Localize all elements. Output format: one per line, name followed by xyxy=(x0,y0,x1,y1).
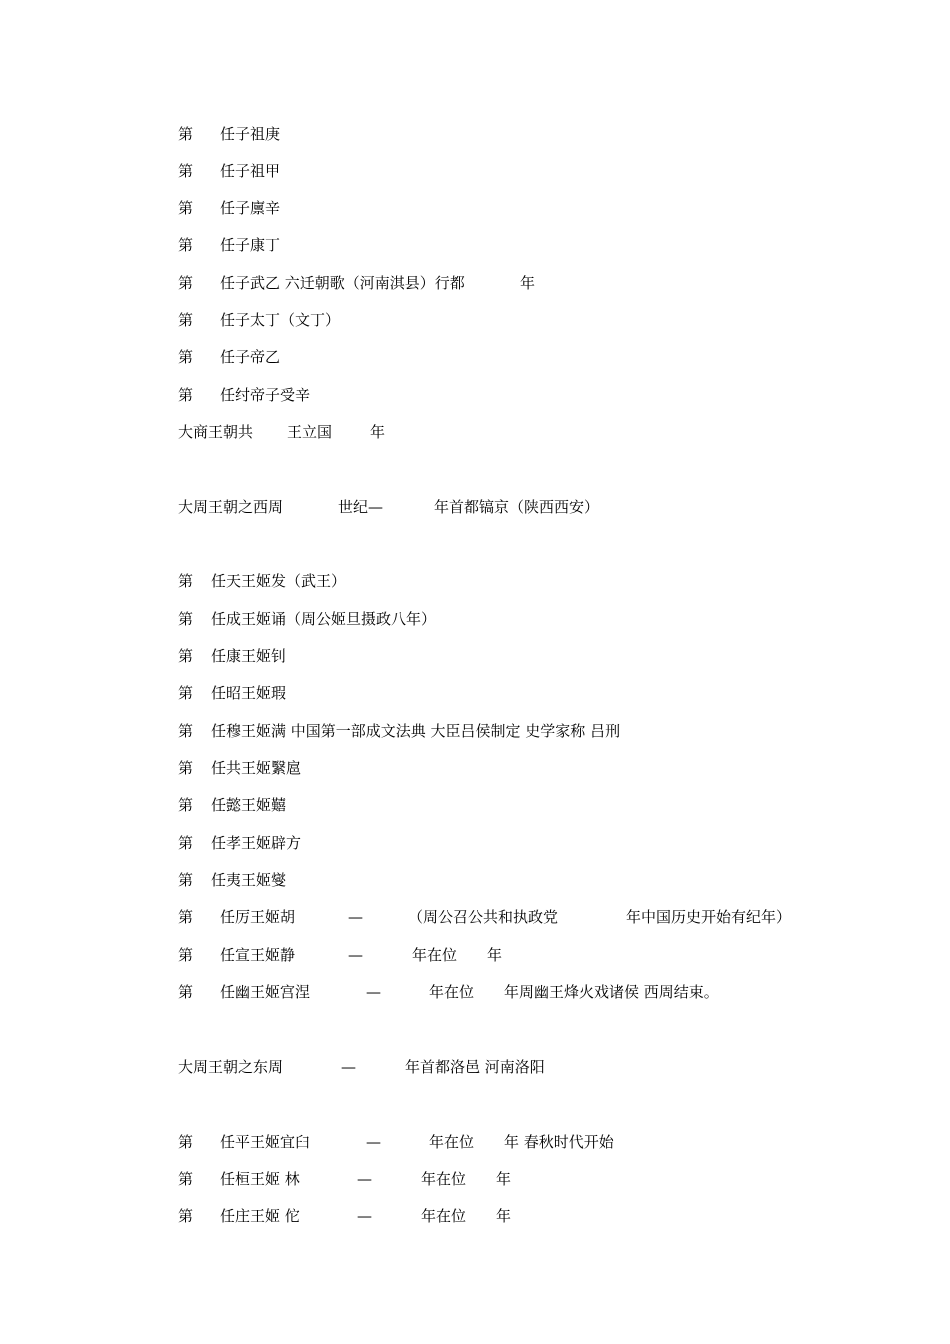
reign-line xyxy=(0,644,950,668)
reign-line xyxy=(0,271,950,295)
ordinal: 第 xyxy=(178,1170,194,1188)
ruler-name: 任子太丁（文丁） xyxy=(220,311,341,329)
ruler-name: 任子武乙 六迁朝歌（河南淇县）行都 xyxy=(220,274,465,292)
reign-note: 年在位 xyxy=(429,983,475,1001)
heading-tail: 年首都洛邑 河南洛阳 xyxy=(405,1058,545,1076)
ruler-name: 任穆王姬满 中国第一部成文法典 大臣吕侯制定 史学家称 吕刑 xyxy=(211,722,621,740)
heading-title: 大周王朝之西周 xyxy=(178,498,284,516)
reign-note-tail: 年 xyxy=(487,946,503,964)
ruler-name: 任康王姬钊 xyxy=(211,647,287,665)
section-heading xyxy=(0,495,950,519)
reign-line xyxy=(0,719,950,743)
ruler-name: 任孝王姬辟方 xyxy=(211,834,302,852)
ruler-name: 任幽王姬宫涅 xyxy=(220,983,311,1001)
ruler-name: 任天王姬发（武王） xyxy=(211,572,347,590)
reign-note-tail: 年 xyxy=(496,1170,512,1188)
dash: — xyxy=(366,983,381,1001)
reign-line xyxy=(0,196,950,220)
heading-title: 大周王朝之东周 xyxy=(178,1058,284,1076)
ruler-name: 任宣王姬静 xyxy=(220,946,296,964)
ordinal: 第 xyxy=(178,162,194,180)
ruler-name: 任子帝乙 xyxy=(220,348,281,366)
reign-line xyxy=(0,233,950,257)
dash: — xyxy=(366,1133,381,1151)
year-label: 年 xyxy=(520,274,536,292)
reign-line xyxy=(0,1130,950,1154)
reign-line xyxy=(0,345,950,369)
ordinal: 第 xyxy=(178,125,194,143)
reign-line xyxy=(0,681,950,705)
ruler-name: 任纣帝子受辛 xyxy=(220,386,311,404)
ordinal: 第 xyxy=(178,1133,194,1151)
ruler-name: 任懿王姬囏 xyxy=(211,796,287,814)
ruler-name: 任子祖庚 xyxy=(220,125,281,143)
ordinal: 第 xyxy=(178,796,194,814)
dash: — xyxy=(348,908,363,926)
ordinal: 第 xyxy=(178,236,194,254)
ruler-name: 任夷王姬燮 xyxy=(211,871,287,889)
summary-head: 大商王朝共 xyxy=(178,423,254,441)
ordinal: 第 xyxy=(178,311,194,329)
reign-note: 年在位 xyxy=(412,946,458,964)
heading-middle: 世纪— xyxy=(338,498,384,516)
dash: — xyxy=(357,1170,372,1188)
ordinal: 第 xyxy=(178,610,194,628)
ordinal: 第 xyxy=(178,759,194,777)
dash: — xyxy=(341,1058,356,1076)
reign-line xyxy=(0,905,950,929)
dynasty-summary xyxy=(0,420,950,444)
reign-line xyxy=(0,793,950,817)
reign-note-tail: 年周幽王烽火戏诸侯 西周结束。 xyxy=(504,983,719,1001)
ordinal: 第 xyxy=(178,572,194,590)
ruler-name: 任成王姬诵（周公姬旦摄政八年） xyxy=(211,610,437,628)
ruler-name: 任子祖甲 xyxy=(220,162,281,180)
ordinal: 第 xyxy=(178,946,194,964)
ruler-name: 任桓王姬 林 xyxy=(220,1170,300,1188)
ordinal: 第 xyxy=(178,834,194,852)
reign-note: （周公召公共和执政党 xyxy=(408,908,559,926)
reign-note-tail: 年 春秋时代开始 xyxy=(504,1133,614,1151)
reign-line xyxy=(0,159,950,183)
ordinal: 第 xyxy=(178,871,194,889)
summary-middle: 王立国 xyxy=(287,423,333,441)
reign-line xyxy=(0,831,950,855)
ruler-name: 任子廪辛 xyxy=(220,199,281,217)
reign-line xyxy=(0,1167,950,1191)
summary-tail: 年 xyxy=(370,423,386,441)
ruler-name: 任厉王姬胡 xyxy=(220,908,296,926)
reign-line xyxy=(0,383,950,407)
ordinal: 第 xyxy=(178,199,194,217)
reign-line xyxy=(0,868,950,892)
reign-line xyxy=(0,569,950,593)
reign-line xyxy=(0,980,950,1004)
reign-line xyxy=(0,308,950,332)
reign-note-tail: 年 xyxy=(496,1207,512,1225)
ordinal: 第 xyxy=(178,1207,194,1225)
reign-note-tail: 年中国历史开始有纪年） xyxy=(626,908,792,926)
ordinal: 第 xyxy=(178,274,194,292)
reign-note: 年在位 xyxy=(421,1170,467,1188)
heading-tail: 年首都镐京（陕西西安） xyxy=(434,498,600,516)
dash: — xyxy=(348,946,363,964)
reign-note: 年在位 xyxy=(429,1133,475,1151)
ruler-name: 任共王姬繄扈 xyxy=(211,759,302,777)
ordinal: 第 xyxy=(178,348,194,366)
ordinal: 第 xyxy=(178,647,194,665)
ruler-name: 任昭王姬瑕 xyxy=(211,684,287,702)
ruler-name: 任庄王姬 佗 xyxy=(220,1207,300,1225)
reign-line xyxy=(0,1204,950,1228)
reign-line xyxy=(0,122,950,146)
ruler-name: 任子康丁 xyxy=(220,236,281,254)
section-heading xyxy=(0,1055,950,1079)
ordinal: 第 xyxy=(178,722,194,740)
ruler-name: 任平王姬宜臼 xyxy=(220,1133,311,1151)
ordinal: 第 xyxy=(178,386,194,404)
reign-line xyxy=(0,943,950,967)
reign-line xyxy=(0,607,950,631)
ordinal: 第 xyxy=(178,684,194,702)
reign-line xyxy=(0,756,950,780)
dash: — xyxy=(357,1207,372,1225)
reign-note: 年在位 xyxy=(421,1207,467,1225)
ordinal: 第 xyxy=(178,983,194,1001)
ordinal: 第 xyxy=(178,908,194,926)
